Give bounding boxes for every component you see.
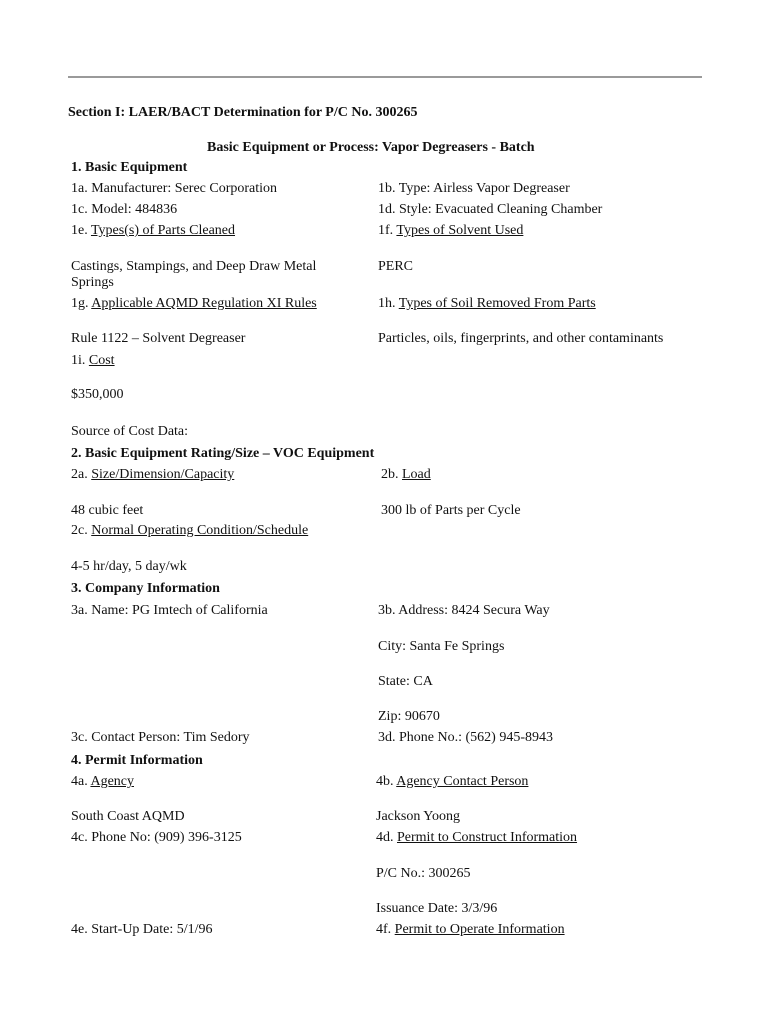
model-field: 1c. Model: 484836 bbox=[71, 202, 178, 217]
agency-contact-label bbox=[376, 774, 528, 790]
pto-label bbox=[376, 922, 565, 938]
agency-contact-prefix: 4b. bbox=[376, 774, 397, 789]
agency-phone-field: 4c. Phone No: (909) 396-3125 bbox=[71, 830, 242, 845]
ptc-title: Permit to Construct Information bbox=[397, 830, 578, 845]
operating-condition-prefix: 2c. bbox=[71, 523, 92, 538]
load-value: 300 lb of Parts per Cycle bbox=[381, 503, 521, 518]
soil-removed-title: Types of Soil Removed From Parts bbox=[398, 296, 596, 311]
pc-number-field: P/C No.: 300265 bbox=[376, 866, 471, 881]
cost-title: Cost bbox=[88, 353, 115, 368]
regulation-label bbox=[71, 296, 317, 312]
company-address-field: 3b. Address: 8424 Secura Way bbox=[378, 603, 550, 618]
contact-person-field: 3c. Contact Person: Tim Sedory bbox=[71, 730, 250, 745]
agency-value: South Coast AQMD bbox=[71, 809, 185, 824]
regulation-prefix: 1g. bbox=[71, 296, 92, 311]
pto-prefix: 4f. bbox=[376, 922, 395, 937]
size-label bbox=[71, 467, 234, 483]
parts-cleaned-title: Types(s) of Parts Cleaned bbox=[90, 223, 236, 238]
load-prefix: 2b. bbox=[381, 467, 402, 482]
ptc-label bbox=[376, 830, 577, 846]
agency-title: Agency bbox=[90, 774, 134, 789]
top-divider bbox=[68, 76, 702, 78]
ptc-prefix: 4d. bbox=[376, 830, 397, 845]
solvent-used-title: Types of Solvent Used bbox=[396, 223, 524, 238]
company-state-field: State: CA bbox=[378, 674, 433, 689]
parts-cleaned-prefix: 1e. bbox=[71, 223, 91, 238]
section-4-heading: 4. Permit Information bbox=[71, 753, 203, 768]
section-1-heading: 1. Basic Equipment bbox=[71, 160, 188, 175]
operating-condition-value: 4-5 hr/day, 5 day/wk bbox=[71, 559, 187, 574]
solvent-used-prefix: 1f. bbox=[378, 223, 397, 238]
load-title: Load bbox=[402, 467, 431, 482]
company-city-field: City: Santa Fe Springs bbox=[378, 639, 505, 654]
regulation-value: Rule 1122 – Solvent Degreaser bbox=[71, 331, 246, 346]
agency-prefix: 4a. bbox=[71, 774, 91, 789]
style-field: 1d. Style: Evacuated Cleaning Chamber bbox=[378, 202, 603, 217]
solvent-used-label bbox=[378, 223, 523, 239]
cost-prefix: 1i. bbox=[71, 353, 89, 368]
type-field: 1b. Type: Airless Vapor Degreaser bbox=[378, 181, 570, 196]
section-2-heading: 2. Basic Equipment Rating/Size – VOC Equipment bbox=[71, 446, 375, 461]
cost-value: $350,000 bbox=[71, 387, 124, 402]
company-zip-field: Zip: 90670 bbox=[378, 709, 440, 724]
company-name-field: 3a. Name: PG Imtech of California bbox=[71, 603, 268, 618]
company-phone-field: 3d. Phone No.: (562) 945-8943 bbox=[378, 730, 553, 745]
section-title: Section I: LAER/BACT Determination for P/C No. 300265 bbox=[68, 105, 418, 120]
cost-label bbox=[71, 353, 115, 369]
pto-title: Permit to Operate Information bbox=[394, 922, 565, 937]
cost-source: Source of Cost Data: bbox=[71, 424, 189, 439]
manufacturer-field: 1a. Manufacturer: Serec Corporation bbox=[71, 181, 278, 196]
size-title: Size/Dimension/Capacity bbox=[91, 467, 235, 482]
section-3-heading: 3. Company Information bbox=[71, 581, 220, 596]
agency-contact-value: Jackson Yoong bbox=[376, 809, 461, 824]
regulation-title: Applicable AQMD Regulation XI Rules bbox=[91, 296, 317, 311]
agency-label bbox=[71, 774, 134, 790]
load-label bbox=[381, 467, 431, 483]
operating-condition-title: Normal Operating Condition/Schedule bbox=[91, 523, 309, 538]
agency-contact-title: Agency Contact Person bbox=[396, 774, 529, 789]
startup-date-field: 4e. Start-Up Date: 5/1/96 bbox=[71, 922, 213, 937]
parts-cleaned-label bbox=[71, 223, 235, 239]
parts-cleaned-value: Castings, Stampings, and Deep Draw Metal Springs bbox=[71, 259, 317, 290]
soil-removed-value: Particles, oils, fingerprints, and other contaminants bbox=[378, 331, 664, 346]
soil-removed-label bbox=[378, 296, 596, 312]
size-prefix: 2a. bbox=[71, 467, 92, 482]
process-subtitle: Basic Equipment or Process: Vapor Degreasers - Batch bbox=[207, 140, 535, 155]
issuance-date-field: Issuance Date: 3/3/96 bbox=[376, 901, 498, 916]
size-value: 48 cubic feet bbox=[71, 503, 144, 518]
solvent-used-value: PERC bbox=[378, 259, 414, 274]
soil-removed-prefix: 1h. bbox=[378, 296, 399, 311]
operating-condition-label bbox=[71, 523, 308, 539]
